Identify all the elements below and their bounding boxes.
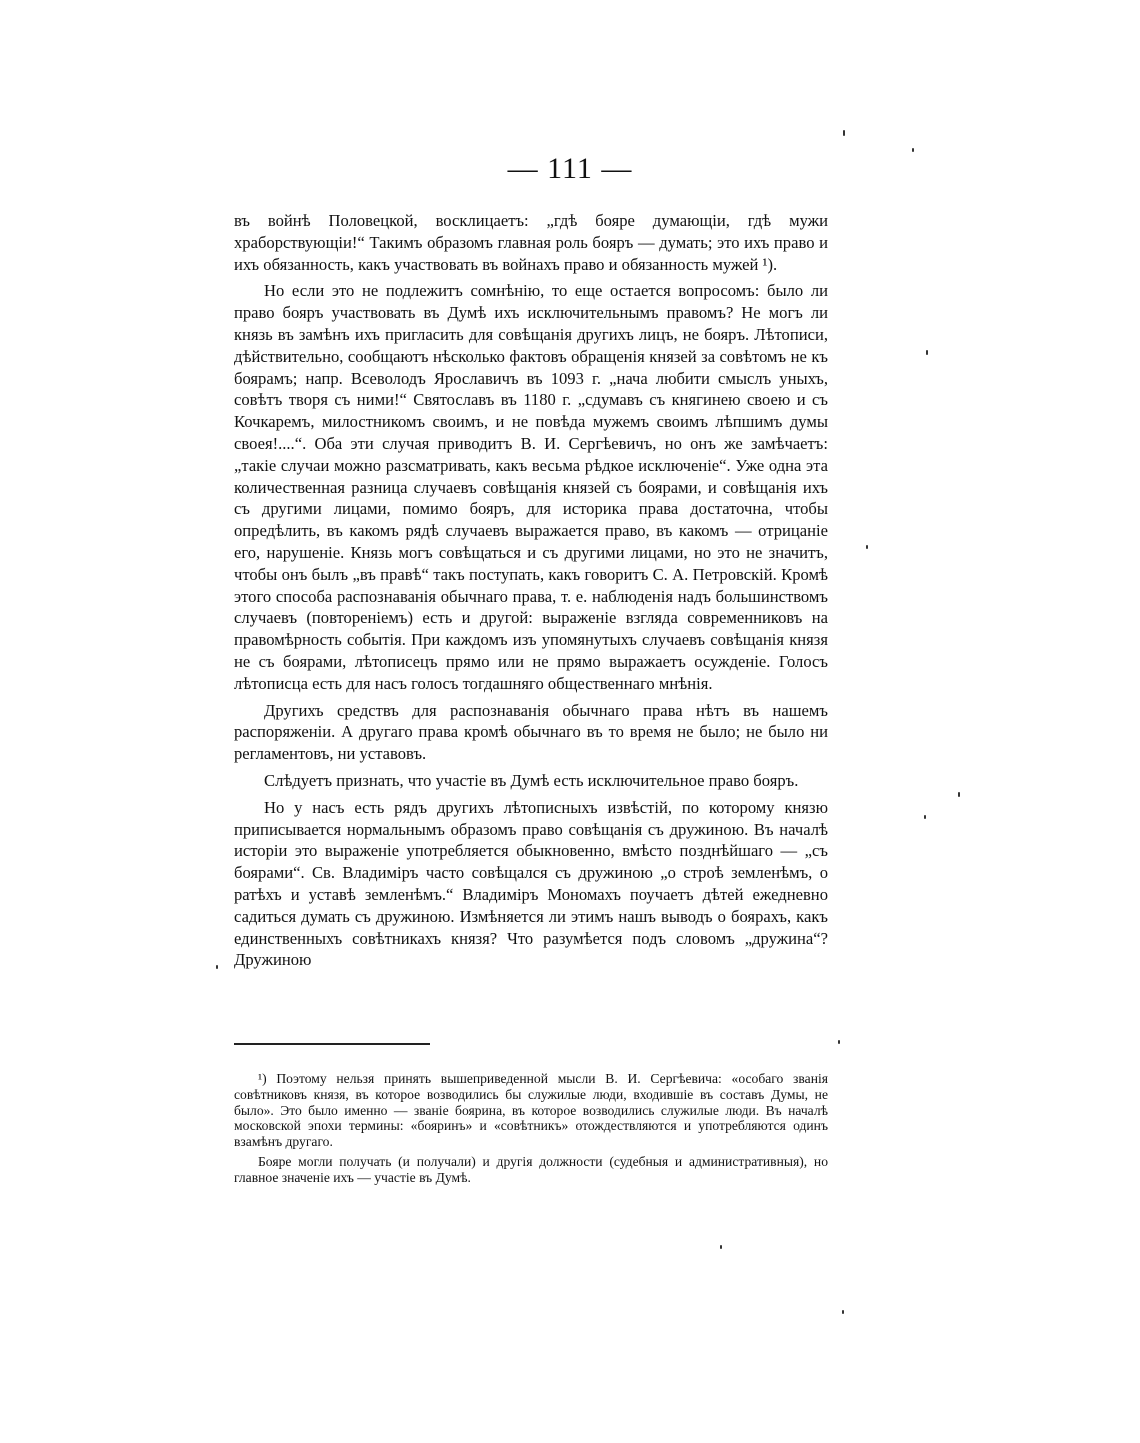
paragraph: Слѣдуетъ признать, что участіе въ Думѣ есть исключительное право бояръ.	[264, 770, 799, 790]
scan-speck	[842, 1310, 844, 1314]
paragraph: Другихъ средствъ для распознаванія обычнаго права нѣтъ въ нашемъ распоряженіи. А другаго права кромѣ обычнаго въ то время не было; не было ни регламентовъ, ни уставовъ.	[234, 700, 828, 764]
scan-speck	[866, 545, 868, 549]
paragraph: въ войнѣ Половецкой, восклицаетъ: „гдѣ бояре думающіи, гдѣ мужи храборствующіи!“ Такимъ образомъ главная роль бояръ — думать; это ихъ право и ихъ обязанность, какъ участвовать въ войнахъ право и обязанность мужей ¹).	[234, 211, 828, 274]
paragraph: Но у насъ есть рядъ другихъ лѣтописныхъ извѣстій, по которому князю приписывается нормальнымъ образомъ право совѣщанія съ дружиною. Въ началѣ исторіи это выраженіе употребляется обыкновенно, вмѣсто позднѣйшаго — „съ боярами“. Св. Владиміръ часто совѣщался съ дружиною „о строѣ земленѣмъ, о ратѣхъ и уставѣ земленѣмъ.“ Владиміръ Мономахъ поучаетъ дѣтей ежедневно садиться думать съ дружиною. Измѣняется ли этимъ нашъ выводъ о боярахъ, какъ единственныхъ совѣтникахъ князя? Что разумѣется подъ словомъ „дружина“? Дружиною	[234, 797, 828, 970]
footnote: Бояре могли получать (и получали) и другія должности (судебныя и административныя), но главное значеніе ихъ — участіе въ Думѣ.	[234, 1153, 828, 1185]
scan-speck	[216, 965, 218, 969]
scan-speck	[843, 130, 845, 136]
scan-speck	[924, 815, 926, 819]
scan-speck	[958, 792, 960, 797]
scan-speck	[720, 1245, 722, 1249]
scan-speck	[926, 350, 928, 355]
page-number: — 111 —	[507, 152, 633, 185]
scan-speck	[838, 1040, 840, 1044]
footnote: ¹) Поэтому нельзя принять вышеприведенной мысли В. И. Сергѣевича: «особаго званія совѣтниковъ князя, въ которое возводились бы служилые люди, входившіе въ составъ Думы, не было». Это было именно — званіе боярина, въ которое возводились служилые люди. Въ началѣ московской эпохи термины: «бояринъ» и «совѣтникъ» отождествляются и употребляются одинъ взамѣнъ другаго.	[234, 1071, 828, 1150]
footnotes	[234, 1071, 828, 1190]
scan-speck	[912, 148, 914, 152]
main-text	[234, 210, 828, 976]
paragraph: Но если это не подлежитъ сомнѣнію, то еще остается вопросомъ: было ли право бояръ участвовать въ Думѣ ихъ исключительнымъ правомъ? Не могъ ли князь въ замѣнъ ихъ пригласить для совѣщанія другихъ лицъ, не бояръ. Лѣтописи, дѣйствительно, сообщаютъ нѣсколько фактовъ обращенія князей за совѣтомъ не къ боярамъ; напр. Всеволодъ Ярославичъ въ 1093 г. „нача любити смыслъ уныхъ, совѣтъ творя съ ними!“ Святославъ въ 1180 г. „сдумавъ съ княгинею своею и съ Кочкаремъ, милостникомъ своимъ, и не повѣда мужемъ своимъ лѣпшимъ думы своея!....“. Оба эти случая приводитъ В. И. Сергѣевичъ, но онъ же замѣчаетъ: „такіе случаи можно разсматривать, какъ весьма рѣдкое исключеніе“. Уже одна эта количественная разница случаевъ совѣщанія князей съ боярами, и совѣщанія ихъ съ другими лицами, помимо бояръ, для историка права достаточна, чтобы опредѣлить, въ какомъ рядѣ случаевъ выражается право, въ какомъ — отрицаніе его, нарушеніе. Князь могъ совѣщаться и съ другими лицами, но это не значитъ, чтобы онъ былъ „въ правѣ“ такъ поступать, какъ говоритъ С. А. Петровскій. Кромѣ этого способа распознаванія обычнаго права, т. е. наблюденія надъ большинствомъ случаевъ (повтореніемъ) есть и другой: выраженіе взгляда современниковъ на правомѣрность событія. При каждомъ изъ упомянутыхъ случаевъ совѣщанія князя не съ боярами, лѣтописецъ прямо или не прямо выражаетъ осужденіе. Голосъ лѣтописца есть для насъ голосъ тогдашняго общественнаго мнѣнія.	[234, 281, 828, 693]
footnote-divider	[234, 1043, 430, 1045]
